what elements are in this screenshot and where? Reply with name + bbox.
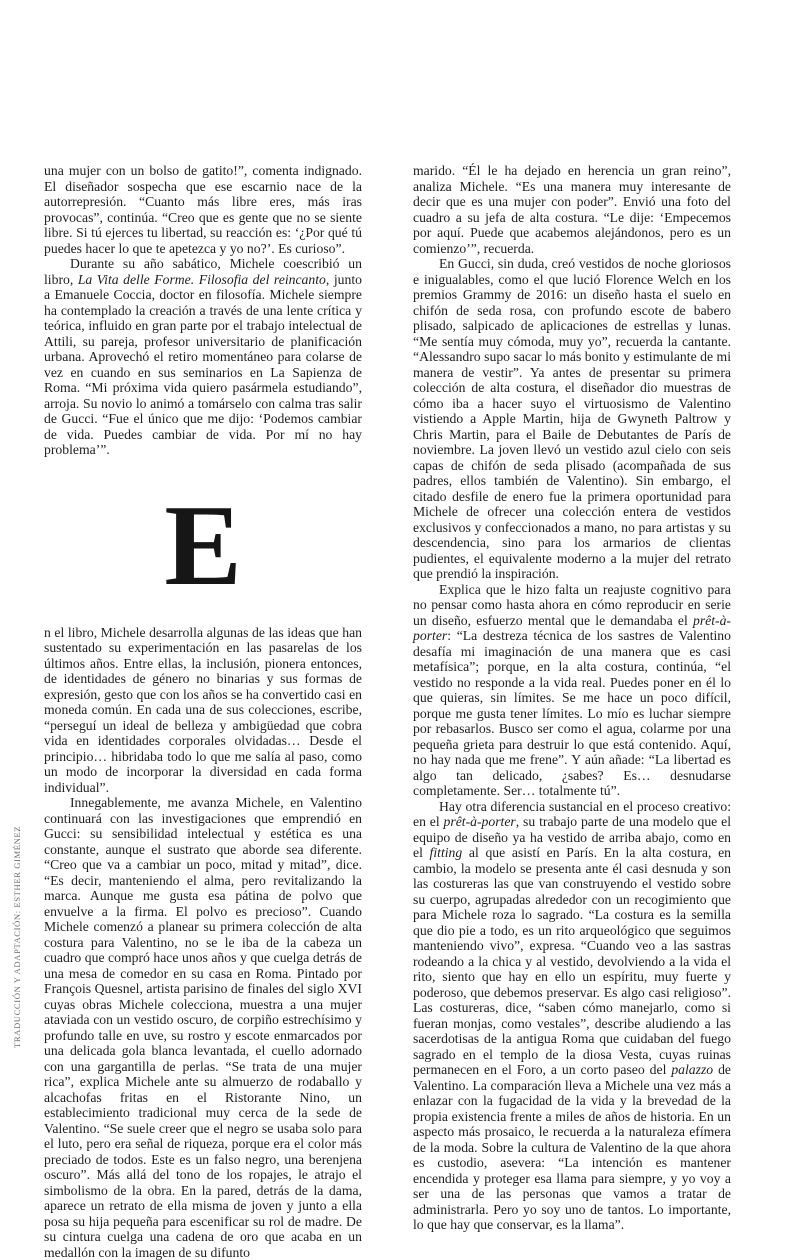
italic-term: palazzo bbox=[671, 1062, 714, 1077]
text-run: : “La destreza técnica de los sastres de Valentino desafía mi imaginación de una manera que es casi metafísica”; porque, en la alta costura, continúa, “el vestido no responde a la vida real. Puedes poner en él lo que quieras, sin límites. Se me hace un poco difícil, porque me gusta tener límites. Lo mío es luchar siempre por rebasarlos. Busco ser como el agua, colarme por una pequeña grieta para destruir lo que está contenido. Aquí, no hay nada que me frene”. Y aún añade: “La libertad es algo tan delicado, ¿sabes? Es… desnudarse completamente. Ser… totalmente tú”. bbox=[413, 628, 731, 798]
text-run: de Valentino. La comparación lleva a Michele una vez más a enlazar con la fugacidad de la vida y la brevedad de la propia existencia frente a miles de años de historia. En un aspecto más prosaico, le recuerda a la naturaleza efímera de la moda. Sobre la cultura de Valentino de la que ahora es custodio, asevera: “La intención es mantener encendida y proteger esa llama para siempre, y yo voy a ser una de las personas que vamos a tratar de administrarla. Pero yo soy uno de tantos. Lo importante, lo que hay que conservar, es la llama”. bbox=[413, 1062, 732, 1232]
paragraph: En Gucci, sin duda, creó vestidos de noche gloriosos e inigualables, como el que lució Florence Welch en los premios Grammy de 2016: un diseño hasta el suelo en chifón de seda rosa, con profundo escote de babero plisado, salpicado de aplicaciones de estrellas y lunas. “Me sentía muy cómoda, muy yo”, recuerda la cantante. “Alessandro supo sacar lo más bonito y estimulante de mi manera de vestir”. Ya antes de presentar su primera colección de alta costura, el diseñador dio muestras de cómo iba a hacer suyo el virtuosismo de Valentino vistiendo a Apple Martin, hija de Gwyneth Paltrow y Chris Martin, para el Baile de Debutantes de París de noviembre. La joven llevó un vestido azul cielo con seis capas de chifón de seda plisado (acompañada de sus padres, ellos también de Valentino). Sin embargo, el citado desfile de enero fue la primera oportunidad para Michele de ofrecer una colección entera de vestidos exclusivos y confeccionados a mano, no para artistas y su descendencia, sino para los armarios de clientas pudientes, el equivalente moderno a la mujer del retrato que prendió la inspiración. bbox=[413, 256, 731, 581]
paragraph bbox=[413, 799, 731, 1233]
left-column bbox=[44, 163, 362, 1260]
text-run: Durante su año sabático, Michele coescribió un libro, bbox=[44, 256, 362, 287]
paragraph bbox=[413, 582, 731, 799]
paragraph: una mujer con un bolso de gatito!”, comenta indignado. El diseñador sospecha que ese escarnio nace de la autorrepresión. “Cuanto más libre eres, más iras provocas”, continúa. “Creo que es gente que no se siente libre. Si tú ejerces tu libertad, su reacción es: ‘¿Por qué tú puedes hacer lo que te apetezca y yo no?’. Es curioso”. bbox=[44, 163, 362, 256]
right-column bbox=[413, 163, 731, 1233]
paragraph: Innegablemente, me avanza Michele, en Valentino continuará con las investigaciones que emprendió en Gucci: su sensibilidad intelectual y estética es una constante, aunque el sustrato que aborde sea diferente. “Creo que va a cambiar un poco, mitad y mitad”, dice. “Es decir, manteniendo el alma, pero revitalizando la marca. Aunque me gusta esa pátina de polvo que envuelve a la firma. El polvo es precioso”. Cuando Michele comenzó a planear su primera colección de alta costura para Valentino, no se le iba de la cabeza un cuadro que compró hace unos años y que cuelga detrás de una mesa de comedor en su casa en Roma. Pintado por François Quesnel, artista parisino de finales del siglo XVI cuyas obras Michele colecciona, muestra a una mujer ataviada con un vestido oscuro, de corpiño estrechísimo y profundo talle en uve, su rostro y escote enmarcados por una delicada gola blanca levantada, el cuello adornado con una gargantilla de perlas. “Se trata de una mujer rica”, explica Michele ante su almuerzo de rodaballo y alcachofas fritas en el Ristorante Nino, un establecimiento tradicional muy cerca de la sede de Valentino. “Se suele creer que el negro se usaba solo para el luto, pero era señal de riqueza, porque era el color más preciado de todos. Este es un falso negro, una berenjena oscuro”. Más allá del tono de los ropajes, le atrajo el simbolismo de la obra. En la pared, detrás de la dama, aparece un retrato de ella misma de joven y junto a ella posa su hija pequeña para escenificar su rol de madre. De su cintura cuelga una cadena de oro que acaba en un medallón con la imagen de su difunto bbox=[44, 795, 362, 1260]
dropcap-letter: E bbox=[164, 481, 242, 610]
text-run: , su trabajo parte de una modelo que el equipo de diseño ya ha vestido de arriba abajo, como en el bbox=[413, 814, 731, 860]
text-run: Explica que le hizo falta un reajuste cognitivo para no pensar como hasta ahora en cómo reproducir en serie un diseño, esfuerzo mental que le demandaba el bbox=[413, 581, 731, 628]
dropcap-area bbox=[44, 458, 362, 625]
text-run: Hay otra diferencia sustancial en el proceso creativo: en el bbox=[413, 798, 731, 829]
italic-term: prêt-à-porter bbox=[413, 612, 731, 643]
text-run: , junto a Emanuele Coccia, doctor en filosofía. Michele siempre ha contemplado la creación a través de una lente crítica y teórica, influido en gran parte por el trabajo intelectual de Attili, su pareja, profesor universitario de planificación urbana. Aprovechó el retiro momentáneo para colarse de vez en cuando en sus seminarios en La Sapienza de Roma. “Mi próxima vida quiero pasármela estudiando”, arroja. Su novio lo animó a tomárselo con calma tras salir de Gucci. “Fue el único que me dijo: ‘Podemos cambiar de vida. Puedes cambiar de vida. Por mí no hay problema’”. bbox=[44, 271, 362, 457]
paragraph: marido. “Él le ha dejado en herencia un gran reino”, analiza Michele. “Es una manera muy interesante de decir que es una mujer con poder”. Envió una foto del cuadro a su jefa de alta costura. “Le dije: ‘Empecemos por aquí. Puede que acabemos alejándonos, pero es un comienzo’”, recuerda. bbox=[413, 163, 731, 256]
paragraph bbox=[44, 256, 362, 458]
italic-term: prêt-à-porter bbox=[443, 814, 516, 829]
book-title: La Vita delle Forme. Filosofia del reincanto bbox=[77, 271, 326, 287]
text-run: al que asistí en París. En la alta costura, en cambio, la modelo se presenta ante él casi desnuda y son las costureras las que van construyendo el vestido sobre su cuerpo, agrupadas alrededor con un recogimiento que para Michele roza lo sagrado. “La costura es la semilla que dio pie a todo, es un rito arqueológico que seguimos manteniendo vivo”, expresa. “Cuando veo a las sastras rodeando a la chica y al vestido, devolviendo a la vida el rito, siento que hay en ello un espíritu, muy fuerte y poderoso, que debemos preservar. Es algo casi religioso”. Las costureras, dice, “saben cómo manejarlo, como si fueran monjas, como vestales”, describe aludiendo a las sacerdotisas de la antigua Roma que cuidaban del fuego sagrado en el templo de la diosa Vesta, cuyas ruinas permanecen en el Foro, a un corto paseo del bbox=[413, 845, 731, 1077]
italic-term: fitting bbox=[429, 845, 463, 860]
paragraph: n el libro, Michele desarrolla algunas de las ideas que han sustentado su experimentación en las pasarelas de los últimos años. Entre ellas, la inclusión, pionera entonces, de identidades de género no binarias y sus formas de expresión, gesto que con los años se ha convertido casi en moneda común. En cada una de sus colecciones, escribe, “perseguí un ideal de belleza y ambigüedad que cobra vida en identidades corporales olvidadas… Desde el principio… hibridaba todo lo que me salía al paso, como un modo de incorporar la diversidad en cada forma individual”. bbox=[44, 624, 362, 795]
translation-credit: TRADUCCIÓN Y ADAPTACIÓN: ESTHER GIMÉNEZ bbox=[12, 825, 22, 1048]
